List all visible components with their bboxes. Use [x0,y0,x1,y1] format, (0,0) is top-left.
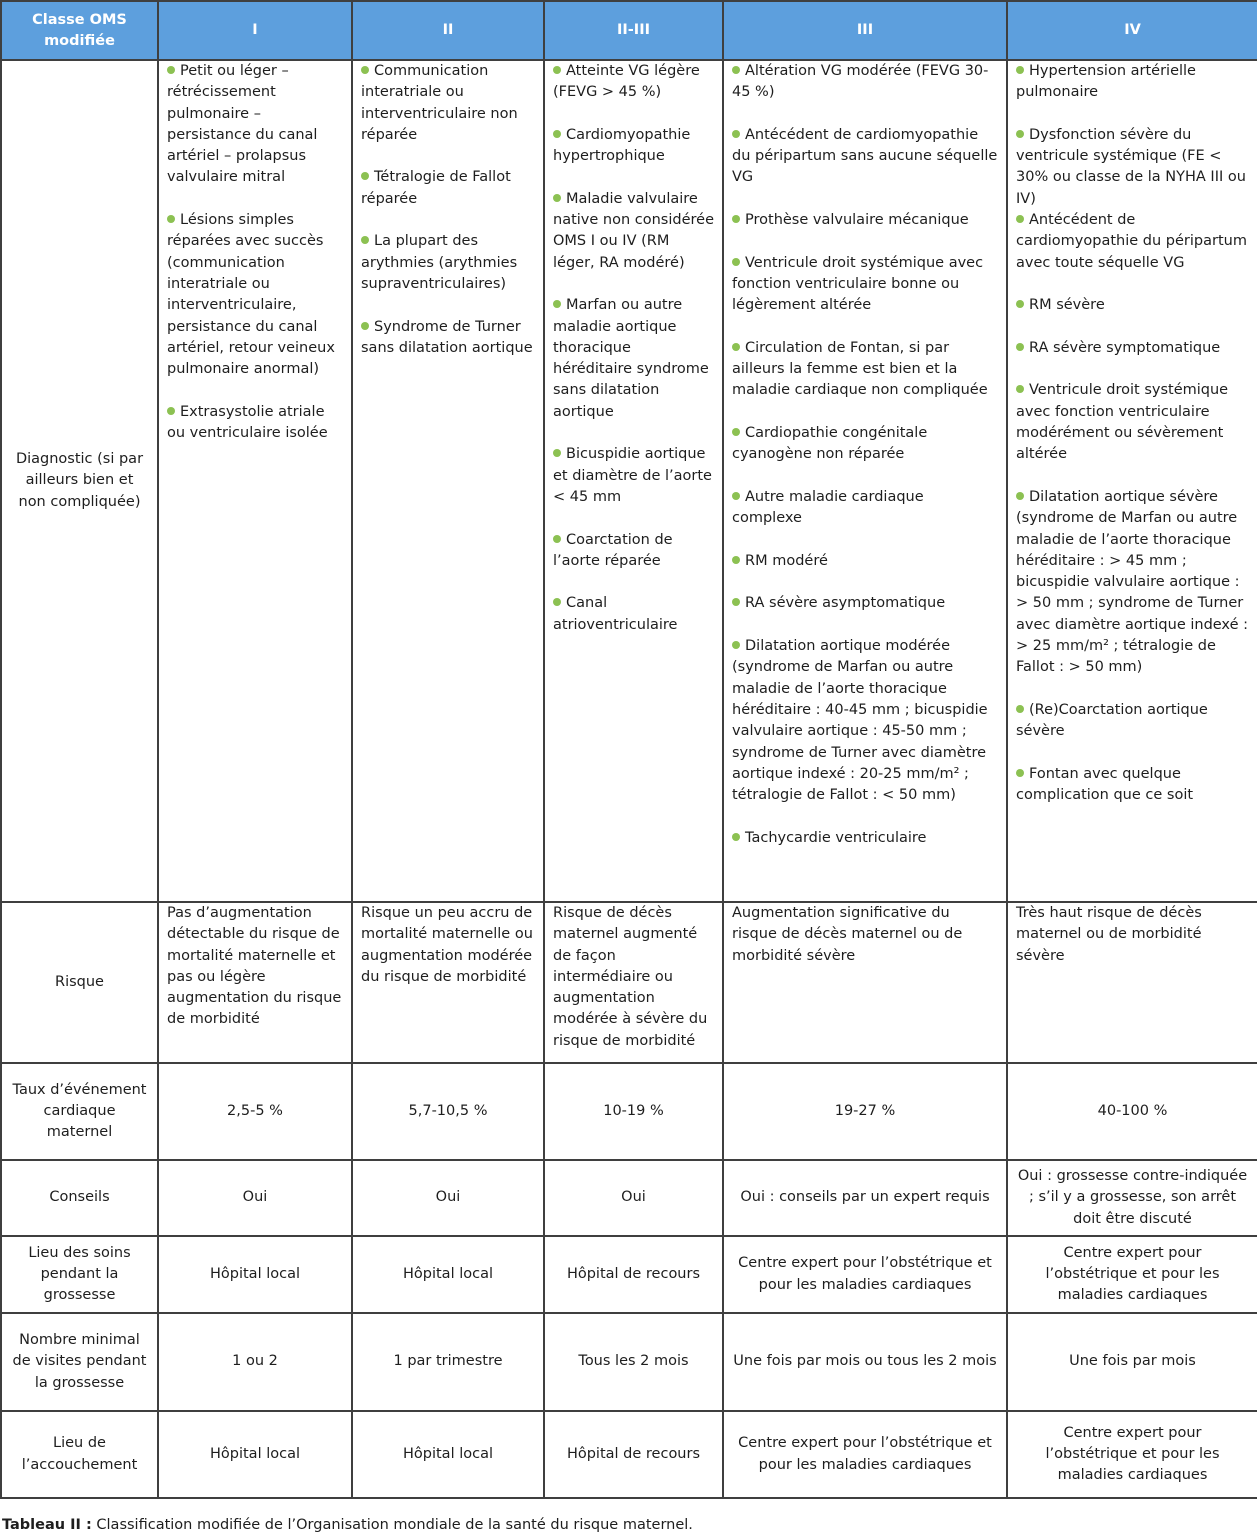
lieu-soins-cell-ii-iii: Hôpital de recours [544,1236,723,1313]
bullet-icon [167,215,175,223]
conseils-cell-i: Oui [158,1160,352,1236]
bullet-icon [167,66,175,74]
diagnostic-item-text: Hypertension artérielle pulmonaire [1016,63,1196,101]
row-label-diagnostic: Diagnostic (si par ailleurs bien et non compliquée) [1,60,158,902]
header-class-iii: III [723,1,1007,60]
risque-cell-iv: Très haut risque de décès maternel ou de morbidité sévère [1007,902,1257,1063]
diagnostic-item-text: Cardiomyopathie hypertrophique [553,126,691,165]
risque-cell-iii: Augmentation significative du risque de décès maternel ou de morbidité sévère [723,902,1007,1063]
taux-cell-iii: 19-27 % [723,1063,1007,1160]
conseils-cell-ii: Oui [352,1160,544,1236]
conseils-cell-ii-iii: Oui [544,1160,723,1236]
bullet-icon [732,343,740,351]
diagnostic-item-text: Dysfonction sévère du ventricule systémique (FE < 30% ou classe de la NYHA III ou IV) [1016,126,1246,207]
diagnostic-item-text: RM modéré [745,552,828,569]
table-caption [2,1515,693,1535]
diagnostic-item [732,338,998,402]
accouchement-cell-i: Hôpital local [158,1411,352,1498]
diagnostic-item [1016,295,1249,316]
diagnostic-item [361,61,535,146]
bullet-icon [361,322,369,330]
diagnostic-item [732,636,998,806]
bullet-icon [361,172,369,180]
lieu-soins-cell-i: Hôpital local [158,1236,352,1313]
diagnostic-item-text: RA sévère symptomatique [1029,339,1221,356]
diagnostic-item-text: Circulation de Fontan, si par ailleurs la femme est bien et la maladie cardiaque non compliquée [732,339,988,399]
diagnostic-item [732,61,998,104]
accouchement-row [1,1411,1257,1498]
diagnostic-item-text: La plupart des arythmies (arythmies supraventriculaires) [361,233,518,292]
diagnostic-item-text: Syndrome de Turner sans dilatation aortique [361,318,533,356]
diagnostic-item [553,189,714,274]
bullet-icon [1016,385,1024,393]
header-class-iv: IV [1007,1,1257,60]
lieu-soins-cell-ii: Hôpital local [352,1236,544,1313]
diagnostic-item [361,231,535,295]
row-label-visites: Nombre minimal de visites pendant la grossesse [1,1313,158,1411]
header-row [1,1,1257,60]
diagnostic-item [1016,380,1249,465]
diagnostic-item [361,167,535,210]
diagnostic-item [1016,764,1249,807]
diagnostic-item-text: Ventricule droit systémique avec fonction ventriculaire modérément ou sévèrement altérée [1016,382,1229,463]
diagnostic-item-text: Lésions simples réparées avec succès (communication interatriale ou interventriculaire, persistance du canal artériel, retour veineux pulmonaire anormal) [167,212,335,378]
diagnostic-item-text: Communication interatriale ou interventriculaire non réparée [361,63,518,143]
lieu-soins-cell-iii: Centre expert pour l’obstétrique et pour les maladies cardiaques [723,1236,1007,1313]
diagnostic-row [1,60,1257,902]
header-class-label: Classe OMS modifiée [1,1,158,60]
diagnostic-cell-ii [352,60,544,902]
diagnostic-item-text: Tachycardie ventriculaire [745,829,927,846]
diagnostic-item-text: Autre maladie cardiaque complexe [732,488,924,527]
header-class-ii: II [352,1,544,60]
accouchement-cell-ii: Hôpital local [352,1411,544,1498]
bullet-icon [732,556,740,564]
caption-label: Tableau II : [2,1517,92,1533]
diagnostic-item [1016,125,1249,210]
diagnostic-item [1016,487,1249,679]
conseils-row [1,1160,1257,1236]
bullet-icon [732,833,740,841]
bullet-icon [1016,492,1024,500]
diagnostic-item [732,125,998,189]
bullet-icon [732,130,740,138]
row-label-conseils: Conseils [1,1160,158,1236]
visites-cell-ii-iii: Tous les 2 mois [544,1313,723,1411]
diagnostic-cell-iii [723,60,1007,902]
diagnostic-item-text: RA sévère asymptomatique [745,595,946,612]
bullet-icon [732,428,740,436]
header-class-ii-iii: II-III [544,1,723,60]
diagnostic-item [553,125,714,168]
diagnostic-item [732,423,998,466]
diagnostic-item [732,828,998,849]
bullet-icon [553,130,561,138]
visites-row [1,1313,1257,1411]
diagnostic-cell-i [158,60,352,902]
bullet-icon [1016,300,1024,308]
diagnostic-item-text: RM sévère [1029,297,1105,314]
lieu-soins-cell-iv: Centre expert pour l’obstétrique et pour les maladies cardiaques [1007,1236,1257,1313]
diagnostic-item [553,61,714,104]
diagnostic-item [167,402,343,445]
accouchement-cell-iii: Centre expert pour l’obstétrique et pour les maladies cardiaques [723,1411,1007,1498]
bullet-icon [553,66,561,74]
visites-cell-ii: 1 par trimestre [352,1313,544,1411]
risque-cell-ii-iii: Risque de décès maternel augmenté de façon intermédiaire ou augmentation modérée à sévère du risque de morbidité [544,902,723,1063]
diagnostic-item [553,295,714,423]
bullet-icon [361,236,369,244]
diagnostic-item-text: Fontan avec quelque complication que ce soit [1016,765,1194,804]
header-class-i: I [158,1,352,60]
bullet-icon [1016,215,1024,223]
diagnostic-item [553,530,714,573]
bullet-icon [553,194,561,202]
diagnostic-item-text: Extrasystolie atriale ou ventriculaire isolée [167,403,328,442]
taux-cell-ii-iii: 10-19 % [544,1063,723,1160]
conseils-cell-iii: Oui : conseils par un expert requis [723,1160,1007,1236]
row-label-accouchement: Lieu de l’accouchement [1,1411,158,1498]
bullet-icon [1016,66,1024,74]
taux-cell-iv: 40-100 % [1007,1063,1257,1160]
diagnostic-item-text: Bicuspidie aortique et diamètre de l’aorte < 45 mm [553,446,712,505]
diagnostic-item [1016,61,1249,104]
risque-cell-ii: Risque un peu accru de mortalité maternelle ou augmentation modérée du risque de morbidité [352,902,544,1063]
diagnostic-item [553,444,714,508]
bullet-icon [553,300,561,308]
diagnostic-item-text: Dilatation aortique modérée (syndrome de Marfan ou autre maladie de l’aorte thoracique héréditaire : 40-45 mm ; bicuspidie valvulaire aortique : 45-50 mm ; syndrome de Turner avec diamètre aortique indexé : 20-25 mm/m² ; tétralogie de Fallot : < 50 mm) [732,638,988,804]
row-label-taux: Taux d’événement cardiaque maternel [1,1063,158,1160]
bullet-icon [1016,343,1024,351]
diagnostic-item [1016,700,1249,743]
diagnostic-item-text: (Re)Coarctation aortique sévère [1016,701,1208,740]
bullet-icon [361,66,369,74]
bullet-icon [732,215,740,223]
diagnostic-item [732,253,998,317]
diagnostic-item [732,487,998,530]
row-label-lieu-soins: Lieu des soins pendant la grossesse [1,1236,158,1313]
diagnostic-item-text: Coarctation de l’aorte réparée [553,531,673,569]
diagnostic-item [732,551,998,572]
bullet-icon [553,598,561,606]
visites-cell-iii: Une fois par mois ou tous les 2 mois [723,1313,1007,1411]
diagnostic-item-text: Ventricule droit systémique avec fonction ventriculaire bonne ou légèrement altérée [732,254,984,314]
risque-row [1,902,1257,1063]
risque-cell-i: Pas d’augmentation détectable du risque de mortalité maternelle et pas ou légère augmentation du risque de morbidité [158,902,352,1063]
bullet-icon [732,492,740,500]
diagnostic-cell-ii-iii [544,60,723,902]
diagnostic-item-text: Atteinte VG légère (FEVG > 45 %) [553,63,700,101]
diagnostic-item-text: Prothèse valvulaire mécanique [745,212,969,229]
diagnostic-item [553,593,714,636]
accouchement-cell-iv: Centre expert pour l’obstétrique et pour les maladies cardiaques [1007,1411,1257,1498]
bullet-icon [1016,130,1024,138]
diagnostic-item-text: Antécédent de cardiomyopathie du péripartum avec toute séquelle VG [1016,212,1247,271]
diagnostic-item [361,317,535,360]
caption-text: Classification modifiée de l’Organisation mondiale de la santé du risque maternel. [96,1517,693,1533]
visites-cell-i: 1 ou 2 [158,1313,352,1411]
diagnostic-item-text: Petit ou léger – rétrécissement pulmonaire – persistance du canal artériel – prolapsus valvulaire mitral [167,63,318,186]
bullet-icon [732,258,740,266]
diagnostic-item [732,210,998,231]
diagnostic-item [167,61,343,189]
diagnostic-item [1016,338,1249,359]
bullet-icon [553,535,561,543]
diagnostic-item [1016,210,1249,274]
diagnostic-item [167,210,343,380]
diagnostic-item-text: Canal atrioventriculaire [553,595,678,633]
taux-cell-ii: 5,7-10,5 % [352,1063,544,1160]
taux-row [1,1063,1257,1160]
diagnostic-item-text: Cardiopathie congénitale cyanogène non réparée [732,425,928,463]
bullet-icon [732,598,740,606]
diagnostic-item-text: Antécédent de cardiomyopathie du péripartum sans aucune séquelle VG [732,126,998,186]
bullet-icon [1016,705,1024,713]
bullet-icon [732,641,740,649]
diagnostic-item-text: Altération VG modérée (FEVG 30-45 %) [732,63,989,101]
taux-cell-i: 2,5-5 % [158,1063,352,1160]
lieu-soins-row [1,1236,1257,1313]
row-label-risque: Risque [1,902,158,1063]
bullet-icon [553,449,561,457]
diagnostic-item [732,593,998,614]
bullet-icon [167,407,175,415]
diagnostic-item-text: Maladie valvulaire native non considérée OMS I ou IV (RM léger, RA modéré) [553,190,714,271]
diagnostic-item-text: Tétralogie de Fallot réparée [361,169,511,207]
diagnostic-item-text: Dilatation aortique sévère (syndrome de Marfan ou autre maladie de l’aorte thoracique héréditaire : > 45 mm ; bicuspidie valvulaire aortique : > 50 mm ; syndrome de Turner avec diamètre aortique indexé : > 25 mm/m² ; tétralogie de Fallot : > 50 mm) [1016,488,1248,676]
bullet-icon [732,66,740,74]
bullet-icon [1016,769,1024,777]
conseils-cell-iv: Oui : grossesse contre-indiquée ; s’il y a grossesse, son arrêt doit être discuté [1007,1160,1257,1236]
diagnostic-item-text: Marfan ou autre maladie aortique thoracique héréditaire syndrome sans dilatation aortique [553,297,709,420]
visites-cell-iv: Une fois par mois [1007,1313,1257,1411]
diagnostic-cell-iv [1007,60,1257,902]
accouchement-cell-ii-iii: Hôpital de recours [544,1411,723,1498]
